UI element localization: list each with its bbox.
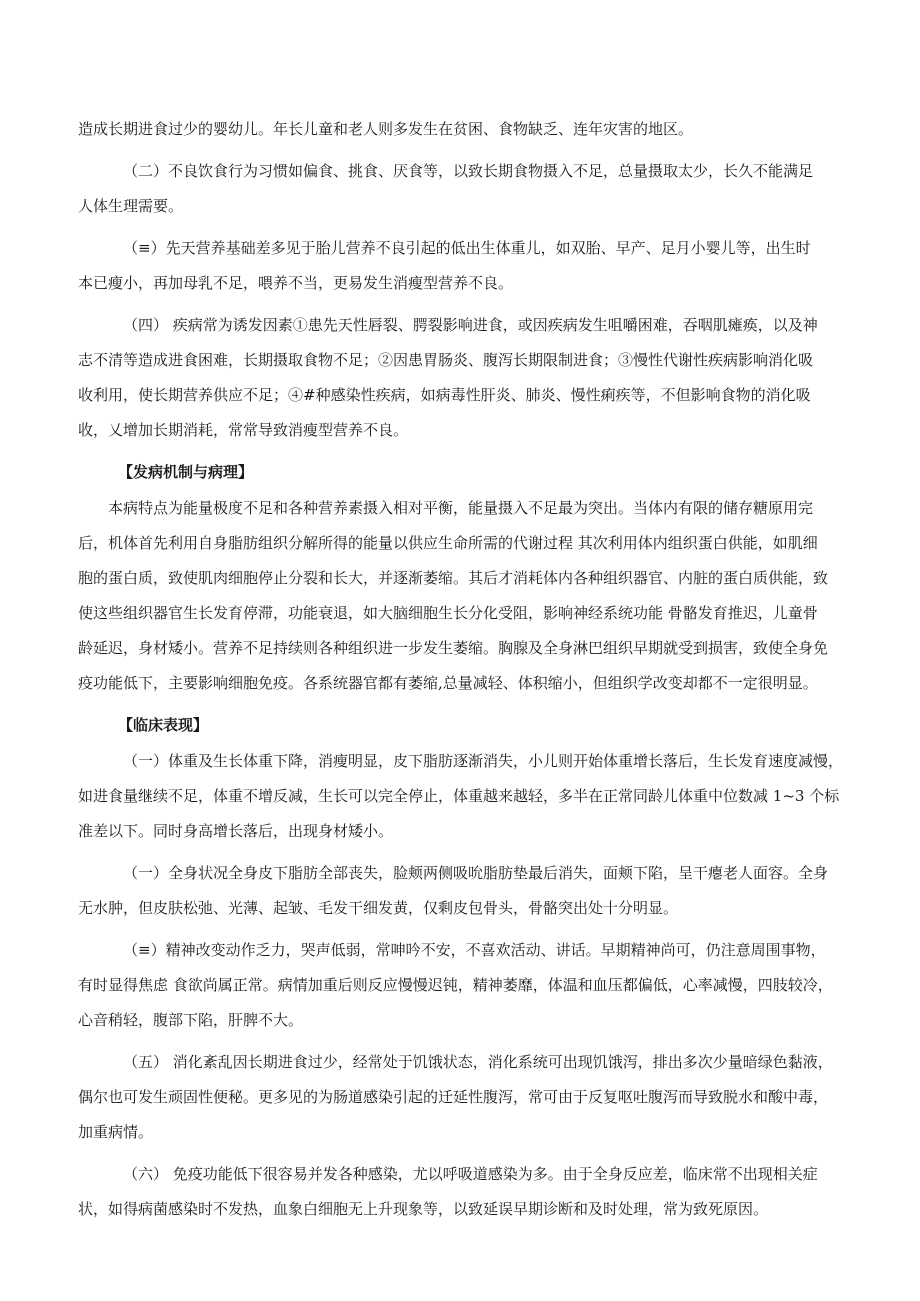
clinical-paragraph-5: [78, 1045, 858, 1150]
clinical-paragraph-6: [78, 1157, 858, 1227]
text-line: （一）体重及生长体重下降，消瘦明显，皮下脂肪逐渐消失，小儿则开始体重增长落后，生长发育速度减慢，: [123, 752, 844, 770]
section-heading-mechanism: 【发病机制与病理】: [118, 463, 254, 481]
text-line: （≡）先天营养基础差多见于胎儿营养不良引起的低出生体重儿，如双胎、早产、足月小婴儿等，出生时: [123, 239, 811, 257]
text-line: 使这些组织器官生长发育停滞，功能衰退，如大脑细胞生长分化受阻，影响神经系统功能 骨骼发育推迟，儿童骨: [78, 604, 818, 622]
section-heading-clinical: 【临床表现】: [118, 716, 209, 734]
text-line: 收利用，使长期营养供应不足；④#种感染性疾病，如病毒性肝炎、肺炎、慢性痢疾等，不但影响食物的消化吸: [78, 386, 811, 404]
text-line: 本已瘦小，再加母乳不足，喂养不当，更易发生消瘦型营养不良。: [78, 274, 514, 292]
text-line: 龄延迟，身材矮小。营养不足持续则各种组织进一步发生萎缩。胸腺及全身淋巴组织早期就受到损害，致使全身免: [78, 639, 829, 657]
text-line: 有时显得焦虑 食欲尚属正常。病情加重后则反应慢慢迟钝，精神萎靡，体温和血压都偏低，心率减慢，四肢较冷，: [78, 976, 833, 994]
text-line: 状，如得病菌感染时不发热，血象白细胞无上升现象等，以致延误早期诊断和及时处理，常为致死原因。: [78, 1200, 769, 1218]
text-line: 后，机体首先利用自身脂肪组织分解所得的能量以供应生命所需的代谢过程 其次利用体内组织蛋白供能，如肌细: [78, 534, 818, 552]
text-line: 心音稍轻，腹部下陷，肝脾不大。: [78, 1011, 304, 1029]
document-page: [78, 112, 858, 1234]
clinical-paragraph-3: [78, 933, 858, 1038]
text-line: 胞的蛋白质，致使肌肉细胞停止分裂和长大，并逐渐萎缩。其后才消耗体内各种组织器官、内脏的蛋白质供能，致: [78, 569, 829, 587]
text-line: 疫功能低下，主要影响细胞免疫。各系统器官都有萎缩,总量减轻、体积缩小，但组织学改变却都不一定很明显。: [78, 674, 818, 692]
text-line: 准差以下。同时身高增长落后，出现身材矮小。: [78, 822, 394, 840]
text-line: （一）全身状况全身皮下脂肪全部丧失，脸颊两侧吸吮脂肪垫最后消失，面颊下陷，呈干瘪老人面容。全身: [123, 864, 829, 882]
clinical-paragraph-2: [78, 856, 858, 926]
mechanism-paragraph: [78, 491, 858, 701]
text-line: （≡）精神改变动作乏力，哭声低弱，常呻吟不安，不喜欢活动、讲话。早期精神尚可，仍注意周围事物，: [123, 941, 826, 959]
cause-paragraph-3: [78, 231, 858, 301]
cause-paragraph-4: [78, 308, 858, 448]
text-line: 加重病情。: [78, 1123, 154, 1141]
text-line: 偶尔也可发生顽固性便秘。更多见的为肠道感染引起的迁延性腹泻，常可由于反复呕吐腹泻而导致脱水和酸中毒，: [78, 1088, 829, 1106]
text-line: 如进食量继续不足，体重不增反减，生长可以完全停止，体重越来越轻，多半在正常同龄儿体重中位数减 1~3 个标: [78, 787, 840, 805]
text-line: （四） 疾病常为诱发因素①患先天性唇裂、腭裂影响进食，或因疾病发生咀嚼困难，吞咽肌瘫痪，以及神: [123, 316, 818, 334]
clinical-paragraph-1: [78, 744, 858, 849]
text-line: 志不清等造成进食困难，长期摄取食物不足；②因患胃肠炎、腹泻长期限制进食；③慢性代谢性疾病影响消化吸: [78, 351, 814, 369]
text-line: （六） 免疫功能低下很容易并发各种感染，尤以呼吸道感染为多。由于全身反应差，临床常不出现相关症: [123, 1165, 818, 1183]
text-line: 人体生理需要。: [78, 197, 184, 215]
text-line: 本病特点为能量极度不足和各种营养素摄入相对平衡，能量摄入不足最为突出。当体内有限的储存糖原用完: [108, 499, 814, 517]
text-line: （二）不良饮食行为习惯如偏食、挑食、厌食等，以致长期食物摄入不足，总量摄取太少，长久不能满足: [123, 162, 814, 180]
text-line: 收，乂增加长期消耗，常常导致消瘦型营养不良。: [78, 421, 409, 439]
text-line: （五） 消化紊乱因长期进食过少，经常处于饥饿状态，消化系统可出现饥饿泻，排出多次少量暗绿色黏液，: [123, 1053, 833, 1071]
text-line: 造成长期进食过少的婴幼儿。年长儿童和老人则多发生在贫困、食物缺乏、连年灾害的地区。: [78, 120, 694, 138]
cause-paragraph-2: [78, 154, 858, 224]
text-line: 无水肿，但皮肤松弛、光薄、起皱、毛发干细发黄，仅剩皮包骨头，骨骼突出处十分明显。: [78, 899, 679, 917]
intro-paragraph: [78, 112, 858, 147]
